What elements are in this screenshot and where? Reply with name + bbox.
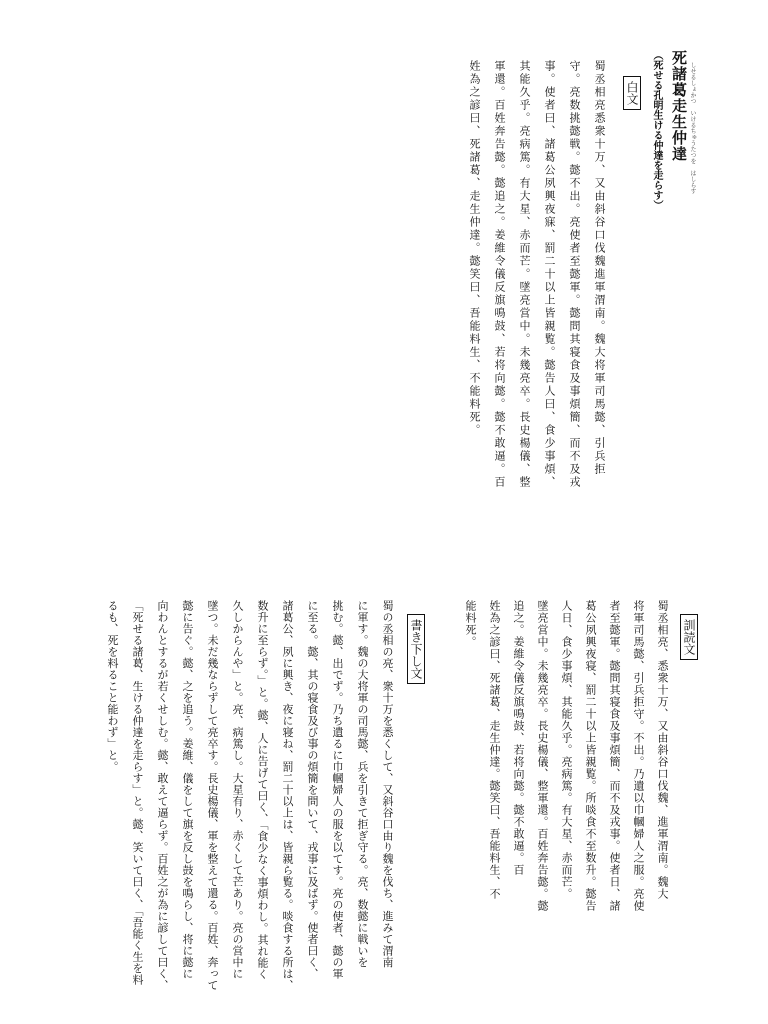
- hakubun-label: 白文: [623, 76, 641, 110]
- kundoku-line: 能料死。: [464, 600, 477, 648]
- hakubun-line: 守。亮数挑懿戦。懿不出。亮使者至懿軍。懿問其寝食及事煩簡、而不及戎: [568, 60, 581, 489]
- kakikudashi-line: るも、死を料ること能わず」と。: [106, 600, 119, 773]
- hakubun-text: [468, 60, 612, 490]
- kakikudashi-line: 諸葛公、夙に興き、夜に寝ね、罰二十以上は、皆親ら覧る。啖食する所は、: [281, 600, 294, 991]
- kakikudashi-line: 墜つ。未だ幾ならずして亮卒す。長史楊儀、軍を整えて還る。百姓、奔って: [206, 600, 219, 991]
- kundoku-line: 者至懿軍。懿問其寝食及事煩簡、而不及戎事。使者日、諸: [608, 600, 621, 912]
- kakikudashi-line: 懿に告ぐ。懿、之を追う。姜維、儀をして旗を反し鼓を鳴らし、将に懿に: [181, 600, 194, 980]
- title-ruby: しせるしょかつ いけるちゅうたつを はしらす: [689, 62, 696, 194]
- hakubun-line: 其能久乎。亮病篤。有大星、赤而芒。墜亮営中。未幾亮卒。長史楊儀、整: [518, 60, 531, 489]
- kakikudashi-line: 挑む。懿、出でず。乃ち遺るに巾幗婦人の服を以てす。亮の使者、懿の軍: [331, 600, 344, 980]
- page-title: 死諸葛走生仲達: [670, 50, 688, 162]
- page-subtitle: （死せる孔明生ける仲達を走らす）: [651, 50, 662, 210]
- kundoku-line: 墜亮営中。未幾亮卒。長史楊儀、整軍還。百姓奔告懿。懿: [536, 600, 549, 912]
- kakikudashi-line: 蜀の丞相の亮、衆十万を悉くして、又斜谷口由り魏を伐ち、進みて渭南: [381, 600, 394, 968]
- kakikudashi-text: [100, 600, 400, 1020]
- kakikudashi-line: 向わんとするが若くせしむ。懿、敢えて逼らず。百姓之が為に諺して曰く、: [156, 600, 169, 991]
- kundoku-line: 蜀丞相亮、悉衆十万、又由斜谷口伐魏、進軍渭南。魏大: [656, 600, 669, 900]
- kundoku-text: [444, 600, 674, 1020]
- kundoku-line: 葛公夙興夜寝、罰二十以上皆親覧。所啖食不至数升。懿告: [584, 600, 597, 912]
- kundoku-line: 追之。姜維令儀反旗鳴鼓、若将向懿。懿不敢逼。百: [512, 600, 525, 876]
- kakikudashi-line: 数升に至らず。」と。懿、人に告げて曰く、「食少なく事煩わし。其れ能く: [256, 600, 269, 980]
- kakikudashi-line: 「死せる諸葛、生ける仲達を走らす」と。懿、笑いて曰く、「吾能く生を料: [131, 600, 144, 986]
- hakubun-line: 事。使者曰、諸葛公夙興夜寐、罰二十以上皆親覧。懿告人曰、食少事煩、: [543, 60, 556, 489]
- kakikudashi-line: 久しからんや」と。亮、病篤し。大星有り、赤くして芒あり。亮の営中に: [231, 600, 244, 980]
- kundoku-line: 姓為之諺曰、死諸葛、走生仲達。懿笑曰、吾能料生、不: [488, 600, 501, 900]
- kundoku-line: 将軍司馬懿、引兵拒守。不出。乃遺以巾幗婦人之服。亮使: [632, 600, 645, 912]
- hakubun-line: 蜀丞相亮悉衆十万、又由斜谷口伐魏進軍渭南。魏大将軍司馬懿、引兵拒: [593, 60, 606, 476]
- kakikudashi-label: 書き下し文: [407, 614, 425, 684]
- hakubun-line: 軍還。百姓奔告懿。懿追之。姜維令儀反旗鳴鼓、若将向懿。懿不敢逼。百: [493, 60, 506, 489]
- kakikudashi-line: に至る。懿、其の寝食及び事の煩簡を問いて、戎事に及ばず。使者曰く、: [306, 600, 319, 980]
- hakubun-line: 姓為之諺曰、死諸葛、走生仲達。懿笑曰、吾能料生、不能料死。: [468, 60, 481, 437]
- kakikudashi-line: に軍す。魏の大将軍の司馬懿、兵を引きて拒ぎ守る。亮、数懿に戦いを: [356, 600, 369, 968]
- kundoku-label: 訓読文: [680, 614, 698, 660]
- kundoku-line: 人日、食少事煩、其能久乎。亮病篤。有大星、赤而芒。: [560, 600, 573, 900]
